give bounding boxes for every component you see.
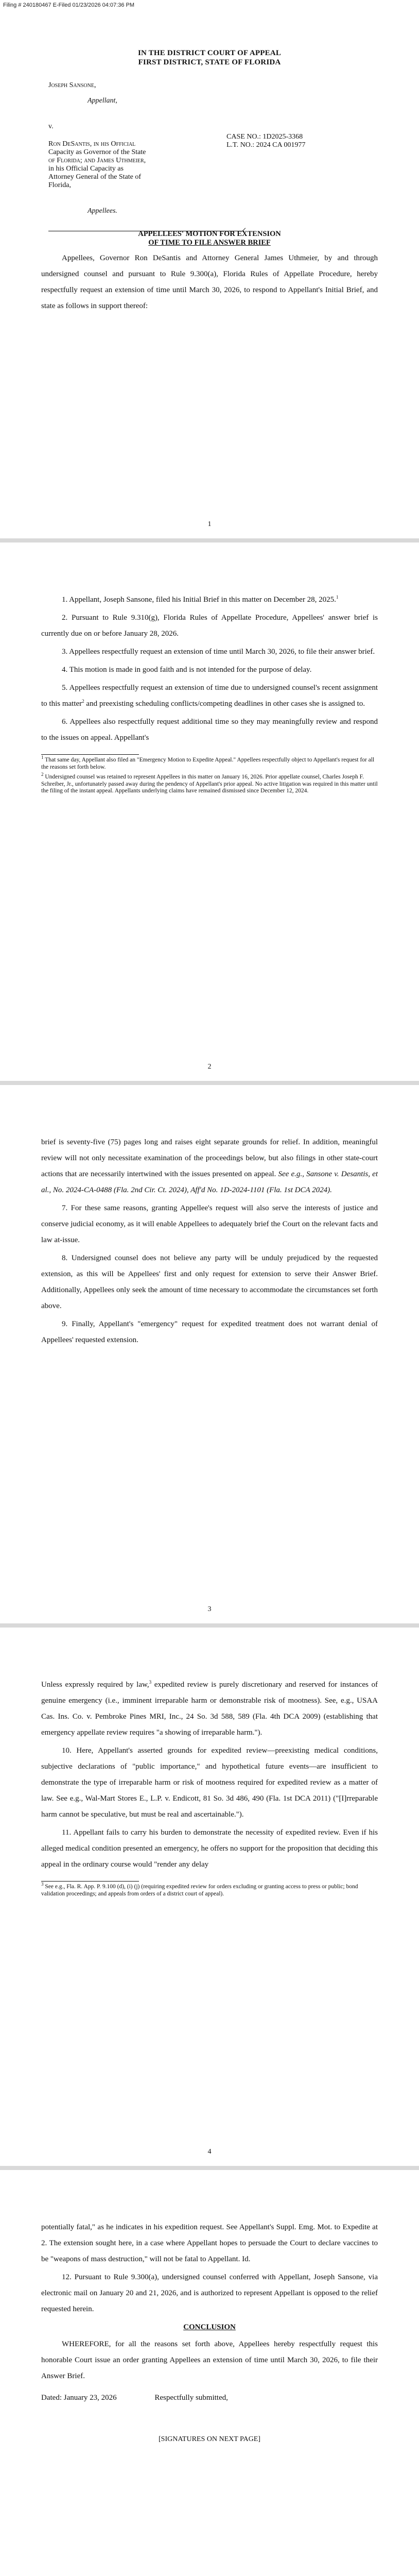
page-5-body <box>41 2170 378 2384</box>
page-2 <box>0 543 419 1081</box>
page-4-body <box>41 1628 378 1873</box>
paragraph-6-continued <box>41 1134 378 1198</box>
paragraph-6: 6. Appellees also respectfully request additional time so they may meaningfully review and respond to the issues on appeal. Appellant's <box>41 718 378 742</box>
footnote-ref-1: 1 <box>336 595 339 600</box>
page-3 <box>0 1085 419 1623</box>
paragraph-9-cont-text-a: Unless expressly required by law, <box>41 1681 149 1689</box>
paragraph-9-cont-text-b: expedited review is purely discretionary and reserved for instances of genuine emergency (i.e., imminent irreparable harm or demonstrable risk of mootness). See, e.g., USAA Cas. Ins. Co. v. Pembroke Pines MRI, Inc., 24 So. 3d 588, 589 (Fla. 4th DCA 2009) (establishing that emergency appellate review requires "a showing of irreparable harm."). <box>41 1681 378 1737</box>
page-4 <box>0 1628 419 2166</box>
respectfully-submitted: Respectfully submitted, <box>154 2394 228 2402</box>
footnote-3 <box>41 1884 378 1897</box>
paragraph-7: 7. For these same reasons, granting Appellee's request will also serve the interests of justice and conserve judicial economy, as it will enable Appellees to adequately brief the Court on the relevant facts and law at-issue. <box>41 1204 378 1244</box>
footnote-2-marker: 2 <box>41 772 44 777</box>
appellees-line-5: Attorney General of the State of <box>48 173 141 181</box>
paragraph-11: 11. Appellant fails to carry his burden to demonstrate the necessity of expedited review. Even if his alleged medical condition presented an emergency, he offers no support for the proposition that deciding this appeal in the ordinary course would "render any delay <box>41 1828 378 1869</box>
dated-line <box>41 2394 378 2402</box>
page-1 <box>0 0 419 538</box>
paragraph-2: 2. Pursuant to Rule 9.310(g), Florida Rules of Appellate Procedure, Appellees' answer brief is currently due on or before January 28, 2026. <box>41 614 378 638</box>
page-number-2: 2 <box>207 1063 212 1071</box>
footnote-2 <box>41 774 378 795</box>
paragraph-3: 3. Appellees respectfully request an extension of time until March 30, 2026, to file their answer brief. <box>62 648 375 656</box>
case-caption <box>41 67 378 252</box>
footnote-3-marker: 3 <box>41 1882 44 1887</box>
motion-title-line-1: APPELLEES' MOTION FOR EXTENSION <box>138 230 281 238</box>
appellees-role: Appellees. <box>88 207 117 215</box>
paragraph-8: 8. Undersigned counsel does not believe any party will be unduly prejudiced by the requested extension, as this will be Appellees' first and only request for extension to serve their Answer Brief. Additionally, Appellees only seek the amount of time necessary to accommodate the circumstances set forth above. <box>41 1254 378 1310</box>
caption-parties <box>48 81 203 215</box>
case-number: CASE NO.: 1D2025-3368 <box>226 133 303 141</box>
page-2-body <box>41 543 378 746</box>
court-line-2: FIRST DISTRICT, STATE OF FLORIDA <box>138 58 281 66</box>
paragraph-1-text: 1. Appellant, Joseph Sansone, filed his Initial Brief in this matter on December 28, 2025. <box>62 596 336 604</box>
footnote-1-text: That same day, Appellant also filed an "Emergency Motion to Expedite Appeal." Appellees respectfully object to Appellant's request for all the reasons set forth below. <box>41 757 375 770</box>
page-number-1: 1 <box>207 520 212 528</box>
court-line-1: IN THE DISTRICT COURT OF APPEAL <box>137 49 282 57</box>
paragraph-9-continued <box>41 1677 378 1741</box>
motion-title-line-2: OF TIME TO FILE ANSWER BRIEF <box>148 239 271 247</box>
footnote-2-text: Undersigned counsel was retained to represent Appellees in this matter on January 16, 2026. Prior appellate counsel, Charles Joseph F. Schreiber, Jr., unfortunately passed away during the pendency of Appellant's prior appeal. No active litigation was required in this matter until the filing of the instant appeal. Appellants underlying claims have remained dismissed since December 12, 2024. <box>41 774 378 794</box>
footnote-rule <box>41 1881 139 1882</box>
conclusion-paragraph: WHEREFORE, for all the reasons set forth above, Appellees hereby respectfully request this honorable Court issue an order granting Appellees an extension of time until March 30, 2026, to file their Answer Brief. <box>41 2340 378 2380</box>
paragraph-10: 10. Here, Appellant's asserted grounds for expedited review—preexisting medical conditions, subjective declarations of "public importance," and hypothetical future events—are insufficient to demonstrate the type of irreparable harm or risk of mootness required for expedited review as a matter of law. See e.g., Wal-Mart Stores E., L.P. v. Endicott, 81 So. 3d 486, 490 (Fla. 1st DCA 2011) ("[I]rreparable harm cannot be speculative, but must be real and ascertainable."). <box>41 1747 378 1819</box>
dated-text: Dated: January 23, 2026 <box>41 2394 117 2402</box>
page-number-4: 4 <box>207 2148 212 2156</box>
paragraph-5-text-b: and preexisting scheduling conflicts/competing deadlines in other cases she is assigned to. <box>84 700 365 708</box>
case-numbers <box>226 133 305 149</box>
paragraph-9: 9. Finally, Appellant's "emergency" request for expedited treatment does not warrant denial of Appellees' requested extension. <box>41 1320 378 1344</box>
court-heading <box>41 0 378 67</box>
citation-sansone: See e.g., Sansone v. Desantis, et al., No. 2024-CA-0488 (Fla. 2nd Cir. Ct. 2024), Aff'd No. 1D-2024-1101 (Fla. 1st DCA 2024). <box>41 1170 378 1194</box>
footnote-3-text: See e.g., Fla. R. App. P. 9.100 (d), (i) (j) (requiring expedited review for orders excluding or granting access to press or public; bond validation proceedings; and appeals from orders of a district court of appeal). <box>41 1884 358 1897</box>
versus: v. <box>48 123 54 130</box>
page-number-3: 3 <box>207 1605 212 1613</box>
intro-section <box>41 250 378 314</box>
paragraph-4: 4. This motion is made in good faith and is not intended for the purpose of delay. <box>62 666 312 674</box>
lower-tribunal-number: L.T. NO.: 2024 CA 001977 <box>226 141 306 149</box>
paragraph-11-continued: potentially fatal," as he indicates in his expedition request. See Appellant's Suppl. Emg. Mot. to Expedite at 2. The extension sought here, in a case where Appellant hopes to persuade the Court to declare vaccines to be "weapons of mass destruction," will not be fatal to Appellant. Id. <box>41 2223 378 2263</box>
footnote-rule <box>41 754 139 755</box>
appellant-role: Appellant, <box>88 97 117 105</box>
paragraph-12: 12. Pursuant to Rule 9.300(a), undersigned counsel conferred with Appellant, Joseph Sansone, via electronic mail on January 20 and 21, 2026, and is authorized to represent Appellant is opposed to the relief requested herein. <box>41 2273 378 2313</box>
page-5 <box>0 2170 419 2576</box>
intro-paragraph: Appellees, Governor Ron DeSantis and Attorney General James Uthmeier, by and through undersigned counsel and pursuant to Rule 9.300(a), Florida Rules of Appellate Procedure, hereby respectfully request an extension of time until March 30, 2026, to respond to Appellant's Initial Brief, and state as follows in support thereof: <box>41 254 378 310</box>
page-3-body <box>41 1085 378 1348</box>
footnote-1-marker: 1 <box>41 755 44 760</box>
appellees-line-2: Capacity as Governor of the State <box>48 148 146 156</box>
appellees-line-3: of Florida; and James Uthmeier, <box>48 157 146 164</box>
appellees-line-4: in his Official Capacity as <box>48 165 124 173</box>
footnote-1 <box>41 757 378 771</box>
paragraph-5-text-a: 5. Appellees respectfully request an extension of time due to undersigned counsel's recent assignment to this matter <box>41 684 378 708</box>
appellant-name: Joseph Sansone, <box>48 81 96 89</box>
signatures-next-page: [SIGNATURES ON NEXT PAGE] <box>159 2435 260 2443</box>
footnote-ref-2: 2 <box>82 699 84 704</box>
appellees-line-6: Florida, <box>48 181 71 189</box>
paragraph-6-cont-text: brief is seventy-five (75) pages long and raises eight separate grounds for relief. In addition, meaningful review will not only necessitate examination of the proceedings below, but also filings in other state-court actions that are necessarily intertwined with the issues presented on appeal. <box>41 1138 378 1178</box>
filing-header: Filing # 240180467 E-Filed 01/23/2026 04:07:36 PM <box>3 2 135 8</box>
footnote-ref-3: 3 <box>149 1680 152 1685</box>
conclusion-heading: CONCLUSION <box>183 2323 236 2331</box>
paragraph-1 <box>41 592 378 608</box>
paragraph-5 <box>41 680 378 712</box>
appellees-line-1: Ron DeSantis, in his Official <box>48 140 136 148</box>
